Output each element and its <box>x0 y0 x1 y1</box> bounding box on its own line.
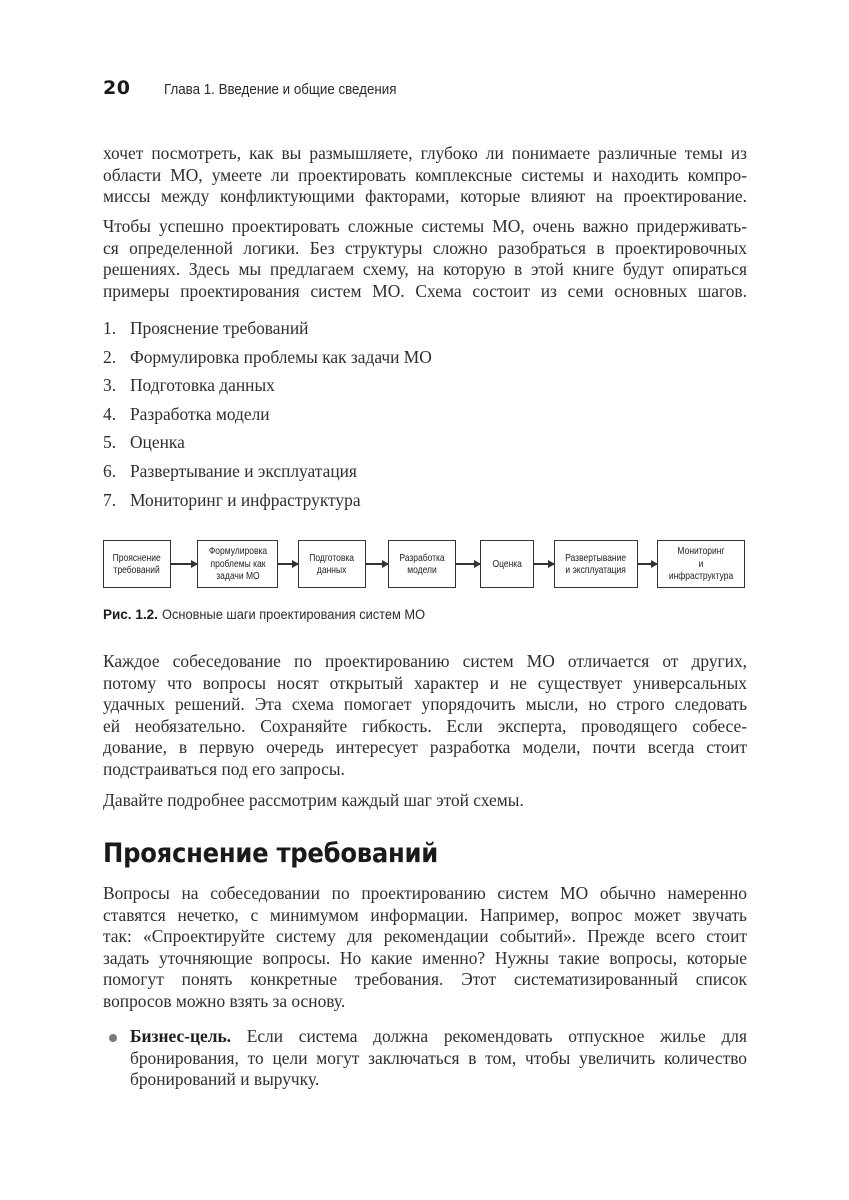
text-line: бронирований и выручку. <box>130 1069 320 1090</box>
section-heading: Прояснение требований <box>103 838 439 869</box>
diagram-box-requirements: Прояснение требований <box>103 540 171 588</box>
text-line: Давайте подробнее рассмотрим каждый шаг этой схемы. <box>103 790 524 810</box>
text-line: примеры проектирования систем МО. Схема состоит из семи основных шагов. <box>103 280 747 301</box>
list-item: 4. Разработка модели <box>103 403 270 424</box>
text-line: так: «Спроектируйте систему для рекомендации событий». Прежде всего стоит <box>103 926 747 947</box>
diagram-box-deployment: Развертывание и эксплуатация <box>554 540 638 588</box>
running-head <box>103 77 417 101</box>
text-line: дование, в первую очередь интересует разработка модели, почти всегда стоит <box>103 737 747 758</box>
diagram-box-formulation: Формулировка проблемы как задачи МО <box>197 540 278 588</box>
list-item: 3. Подготовка данных <box>103 375 275 396</box>
diagram-box-evaluation: Оценка <box>480 540 534 588</box>
paragraph-intro <box>103 143 747 208</box>
figure-label: Рис. 1.2. <box>103 607 158 622</box>
steps-list <box>103 318 432 518</box>
text-line: Бизнес-цель. Если система должна рекомендовать отпускное жилье для <box>130 1026 747 1046</box>
list-item: 6. Развертывание и эксплуатация <box>103 460 357 481</box>
text-line: ставятся нечетко, с минимумом информации. Например, вопрос может звучать <box>103 904 747 925</box>
paragraph-framework <box>103 216 747 302</box>
text-line: помогут понять конкретные требования. Этот систематизированный список <box>103 969 747 990</box>
text-line: ей необязательно. Сохраняйте гибкость. Если эксперта, проводящего собесе- <box>103 715 747 736</box>
arrow-icon <box>534 563 554 565</box>
text-line: ся определенной логики. Без структуры сложно разобраться в проектировочных <box>103 237 747 258</box>
list-item: 2. Формулировка проблемы как задачи МО <box>103 346 432 367</box>
list-item: 1. Прояснение требований <box>103 318 309 338</box>
bullet-icon <box>109 1034 117 1042</box>
list-item: 5. Оценка <box>103 432 185 453</box>
figure-caption-text: Основные шаги проектирования систем МО <box>161 607 425 622</box>
bullet-text <box>130 1026 747 1091</box>
text-line: хочет посмотреть, как вы размышляете, глубоко ли понимаете различные темы из <box>103 143 747 163</box>
text-line: подстраиваться под его запросы. <box>103 758 345 779</box>
text-line: вопросов можно взять за основу. <box>103 990 346 1011</box>
chapter-title: Глава 1. Введение и общие сведения <box>164 82 397 98</box>
paragraph-flexibility <box>103 651 747 781</box>
diagram-box-monitoring: Мониторинг и инфраструктура <box>657 540 745 588</box>
figure-caption <box>103 607 439 622</box>
text-line: удачных решений. Эта схема помогает упорядочить мысли, но строго следовать <box>103 694 747 715</box>
list-item: 7. Мониторинг и инфраструктура <box>103 489 361 510</box>
text-line: задать уточняющие вопросы. Но какие именно? Нужны такие вопросы, которые <box>103 947 747 968</box>
paragraph-requirements <box>103 883 747 1013</box>
text-line: области МО, умеете ли проектировать комплексные системы и находить компро- <box>103 164 747 185</box>
diagram-box-data-prep: Подготовка данных <box>298 540 366 588</box>
arrow-icon <box>638 563 657 565</box>
text-line: Каждое собеседование по проектированию систем МО отличается от других, <box>103 651 747 671</box>
arrow-icon <box>366 563 388 565</box>
flow-diagram <box>103 540 747 590</box>
arrow-icon <box>456 563 480 565</box>
arrow-icon <box>278 563 298 565</box>
text-line: Вопросы на собеседовании по проектированию систем МО обычно намеренно <box>103 883 747 903</box>
text-line: миссы между конфликтующими факторами, которые влияют на проектирование. <box>103 186 747 207</box>
text-line: бронирования, то цели могут заключаться в том, чтобы увеличить количество <box>130 1047 747 1068</box>
page-number: 20 <box>103 77 131 99</box>
text-line: решениях. Здесь мы предлагаем схему, на которую в этой книге будут опираться <box>103 259 747 280</box>
bullet-term: Бизнес-цель. <box>130 1026 232 1046</box>
paragraph-transition <box>103 790 747 812</box>
diagram-box-model-dev: Разработка модели <box>388 540 456 588</box>
arrow-icon <box>171 563 197 565</box>
text-line: потому что вопросы носят открытый характер и не существует универсальных <box>103 672 747 693</box>
text-line: Чтобы успешно проектировать сложные системы МО, очень важно придерживать- <box>103 216 747 236</box>
